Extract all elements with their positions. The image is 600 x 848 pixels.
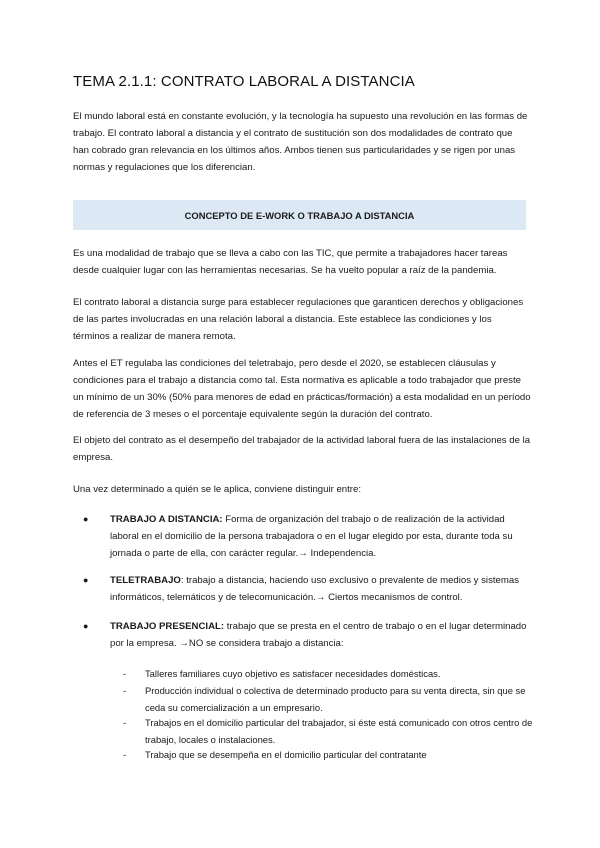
sub-list-item [123,682,533,716]
paragraph: Una vez determinado a quién se le aplica, conviene distinguir entre: [73,484,361,495]
bullet-term: TELETRABAJO [110,575,181,586]
page-title: TEMA 2.1.1: CONTRATO LABORAL A DISTANCIA [73,73,415,90]
list-item [83,618,533,652]
sub-list-text: Producción individual o colectiva de determinado producto para su venta directa, sin que se ceda su comercialización a un empresario. [145,685,526,713]
sub-list-item [123,665,533,682]
sub-list-item [123,714,533,748]
bullet-icon: ● [83,621,89,631]
list-item [83,572,533,606]
bullet-text: trabajo que se presta en el centro de trabajo o en el lugar determinado por la empresa. →NO se considera trabajo a distancia: [110,621,527,649]
list-item [83,511,533,562]
bullet-text: Forma de organización del trabajo o de realización de la actividad laboral en el domicilio de la persona trabajadora o en el lugar elegido por esta, durante toda su jornada o parte de ella, con carácter regular.→ Independencia. [110,514,513,559]
paragraph: El contrato laboral a distancia surge para establecer regulaciones que garanticen derechos y obligaciones de las partes involucradas en una relación laboral a distancia. Este establece las condiciones y los términos a realizar de manera remota. [73,297,524,342]
section-heading-banner [73,200,526,230]
sub-list-text: Trabajos en el domicilio particular del trabajador, si éste está comunicado con otros centro de trabajo, locales o instalaciones. [145,717,533,745]
bullet-term: TRABAJO A DISTANCIA: [110,514,223,525]
dash-marker: - [123,668,127,679]
bullet-icon: ● [83,514,89,524]
sub-list-text: Trabajo que se desempeña en el domicilio particular del contratante [145,749,427,760]
dash-marker: - [123,717,127,728]
bullet-term: TRABAJO PRESENCIAL: [110,621,225,632]
bullet-icon: ● [83,575,89,585]
intro-paragraph: El mundo laboral está en constante evolución, y la tecnología ha supuesto una revolución en las formas de trabajo. El contrato laboral a distancia y el contrato de sustitución son dos modalidades de contrato que han cobrado gran relevancia en los últimos años. Ambos tienen sus particularidades y se rigen por unas normas y regulaciones que los diferencian. [73,111,528,173]
paragraph: Es una modalidad de trabajo que se lleva a cabo con las TIC, que permite a trabajadores hacer tareas desde cualquier lugar con las herramientas necesarias. Se ha vuelto popular a raíz de la pandemia. [73,248,508,276]
dash-marker: - [123,685,127,696]
sub-list-text: Talleres familiares cuyo objetivo es satisfacer necesidades domésticas. [145,668,441,679]
bullet-text: : trabajo a distancia, haciendo uso exclusivo o prevalente de medios y sistemas informáticos, telemáticos y de telecomunicación.→ Ciertos mecanismos de control. [110,575,519,603]
sub-list-item [123,746,533,763]
paragraph: El objeto del contrato as el desempeño del trabajador de la actividad laboral fuera de las instalaciones de la empresa. [73,435,531,463]
dash-marker: - [123,749,127,760]
paragraph: Antes el ET regulaba las condiciones del teletrabajo, pero desde el 2020, se establecen cláusulas y condiciones para el trabajo a distancia como tal. Esta normativa es aplicable a todo trabajador que preste un mínimo de un 30% (50% para menores de edad en prácticas/formación) a esta modalidad en un período de referencia de 3 meses o el porcentaje equivalente según la duración del contrato. [73,358,531,420]
section-heading: CONCEPTO DE E-WORK O TRABAJO A DISTANCIA [184,209,415,221]
